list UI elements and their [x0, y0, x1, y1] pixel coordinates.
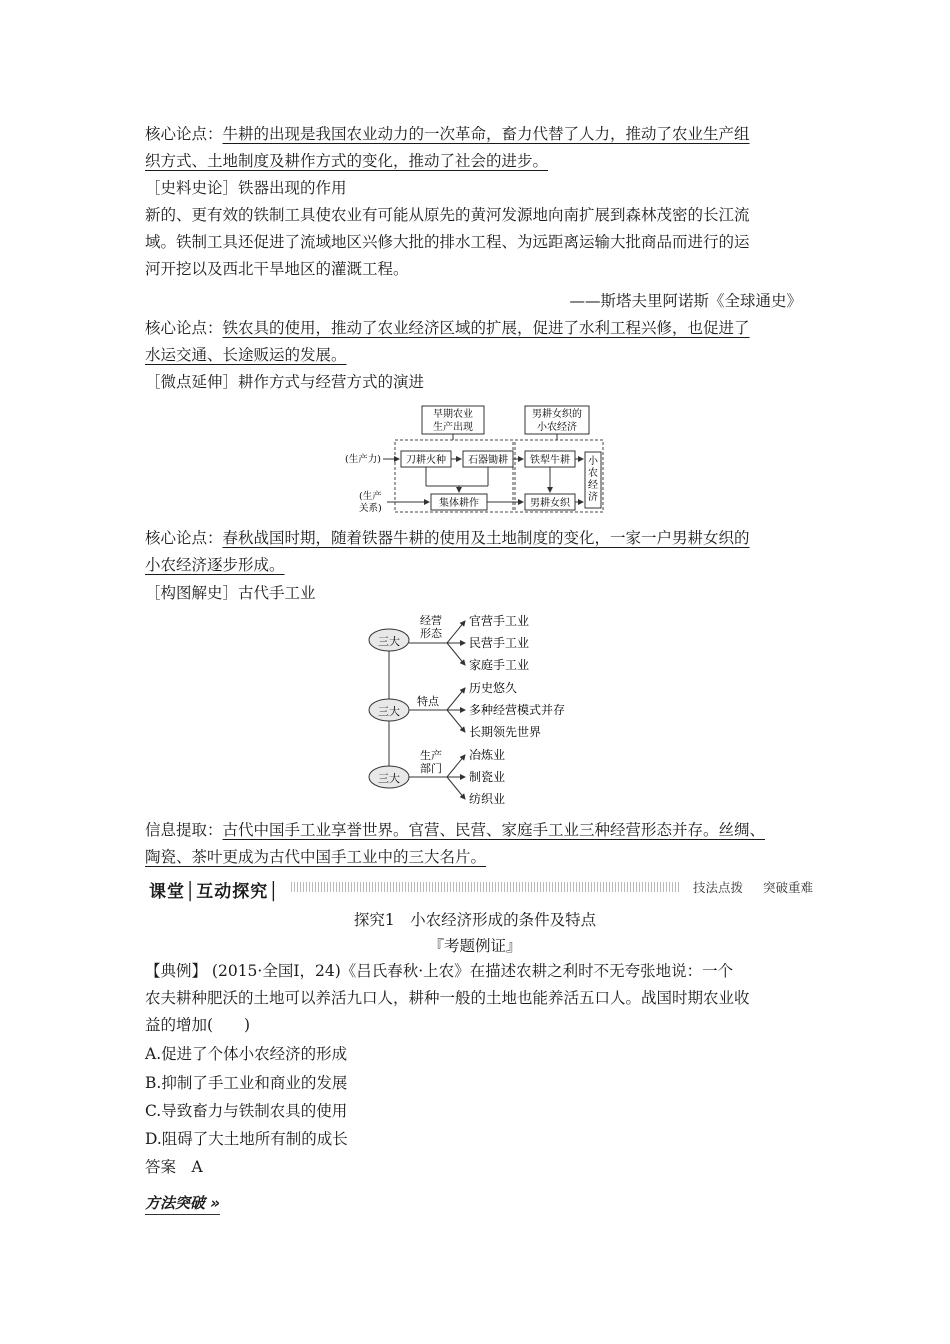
group-label: 经营 [420, 614, 442, 627]
info-extraction-cont: 陶瓷、茶叶更成为古代中国手工业中的三大名片。 [145, 848, 487, 866]
source-citation: ——斯塔夫里阿诺斯《全球通史》 [569, 292, 802, 310]
tree-item: 长期领先世界 [469, 725, 542, 739]
handicraft-tree-diagram [365, 607, 605, 811]
small-peasant-vertical-label-2: 农 [588, 468, 598, 479]
iron-plough-label: 铁犁牛耕 [530, 455, 570, 466]
info-extraction-label: 信息提取： [145, 821, 223, 839]
core-argument-text: 春秋战国时期，随着铁器牛耕的使用及土地制度的变化，一家一户男耕女织的 [222, 529, 750, 547]
productivity-label: (生产力) [345, 454, 381, 465]
core-argument-1-cont: 织方式、土地制度及耕作方式的变化，推动了社会的进步。 [145, 152, 549, 170]
small-peasant-label-2: 小农经济 [537, 422, 577, 433]
historical-source-heading: ［史料史论］铁器出现的作用 [145, 179, 347, 197]
node-label: 三大 [378, 772, 400, 785]
option-c: C.导致畜力与铁制农具的使用 [145, 1102, 348, 1120]
source-text-line: 新的、更有效的铁制工具使农业有可能从原先的黄河发源地向南扩展到森林茂密的长江流 [145, 206, 750, 224]
node-label: 三大 [378, 635, 400, 648]
option-a: A.促进了个体小农经济的形成 [145, 1045, 348, 1063]
slash-burn-label: 刀耕火种 [406, 455, 446, 466]
small-peasant-label-1: 男耕女织的 [532, 409, 582, 420]
source-text-line: 域。铁制工具还促进了流域地区兴修大批的排水工程、为远距离运输大批商品而进行的运 [145, 233, 750, 251]
tree-item: 纺织业 [469, 792, 506, 806]
core-argument-1 [145, 124, 750, 144]
node-label: 三大 [378, 705, 400, 718]
example-line: 农夫耕种肥沃的土地可以养活九口人，耕种一般的土地也能养活五口人。战国时期农业收 [145, 989, 750, 1007]
diagram-heading: ［构图解史］古代手工业 [145, 584, 316, 602]
core-argument-2-cont: 水运交通、长途贩运的发展。 [145, 346, 347, 364]
group-label: 特点 [417, 695, 439, 708]
option-d: D.阻碍了大土地所有制的成长 [145, 1130, 348, 1148]
extension-heading: ［微点延伸］耕作方式与经营方式的演进 [145, 373, 425, 391]
method-heading [145, 1192, 220, 1215]
info-extraction [145, 820, 765, 840]
section-tag-1: 技法点拨 [692, 880, 743, 895]
small-peasant-vertical-label-1: 小 [588, 456, 598, 467]
collective-farming-label: 集体耕作 [439, 498, 479, 509]
core-argument-label: 核心论点： [145, 319, 223, 337]
core-argument-3-cont: 小农经济逐步形成。 [145, 556, 285, 574]
example-line: 【典例】 (2015·全国Ⅰ，24)《吕氏春秋·上农》在描述农耕之利时不无夸张地说：一个 [145, 962, 734, 980]
small-peasant-vertical-label-3: 经 [588, 480, 598, 491]
tree-item: 多种经营模式并存 [469, 703, 566, 717]
double-chevron-icon: » [210, 1194, 220, 1212]
method-label: 方法突破 [145, 1194, 206, 1212]
tree-item: 官营手工业 [469, 614, 530, 628]
section-title: 课堂│互动探究│ [149, 882, 280, 902]
example-line: 益的增加( ) [145, 1016, 251, 1034]
tree-item: 制瓷业 [469, 770, 506, 784]
relations-label-2: 关系) [359, 503, 382, 514]
core-argument-text: 铁农具的使用，推动了农业经济区域的扩展，促进了水利工程兴修，也促进了 [222, 319, 750, 337]
core-argument-label: 核心论点： [145, 125, 223, 143]
section-bar-pattern [291, 882, 680, 892]
early-agriculture-label-1: 早期农业 [433, 409, 473, 420]
core-argument-label: 核心论点： [145, 529, 223, 547]
explore-title: 探究1 小农经济形成的条件及特点 [353, 911, 597, 929]
small-peasant-vertical-label-4: 济 [588, 492, 598, 503]
relations-label-1: (生产 [359, 491, 382, 502]
group-label: 部门 [420, 762, 442, 775]
core-argument-2 [145, 318, 750, 338]
men-farm-women-weave-label: 男耕女织 [530, 498, 570, 509]
group-label: 形态 [420, 627, 442, 640]
tree-item: 冶炼业 [469, 748, 506, 762]
option-b: B.抑制了手工业和商业的发展 [145, 1074, 348, 1092]
early-agriculture-label-2: 生产出现 [433, 422, 473, 433]
farming-evolution-diagram [335, 402, 615, 520]
source-text-line: 河开挖以及西北干旱地区的灌溉工程。 [145, 260, 409, 278]
section-header-bar [145, 876, 815, 902]
stone-hoe-label: 石器锄耕 [468, 455, 508, 466]
core-argument-3 [145, 528, 750, 548]
tree-item: 家庭手工业 [469, 658, 530, 672]
tree-item: 历史悠久 [469, 681, 518, 695]
section-tag-2: 突破重难 [762, 880, 813, 895]
group-label: 生产 [420, 749, 442, 762]
explore-subtitle: 『考题例证』 [428, 937, 522, 955]
core-argument-text: 牛耕的出现是我国农业动力的一次革命，畜力代替了人力，推动了农业生产组 [222, 125, 750, 143]
answer: 答案 A [145, 1158, 203, 1176]
tree-item: 民营手工业 [469, 636, 530, 650]
info-extraction-text: 古代中国手工业享誉世界。官营、民营、家庭手工业三种经营形态并存。丝绸、 [222, 821, 766, 839]
